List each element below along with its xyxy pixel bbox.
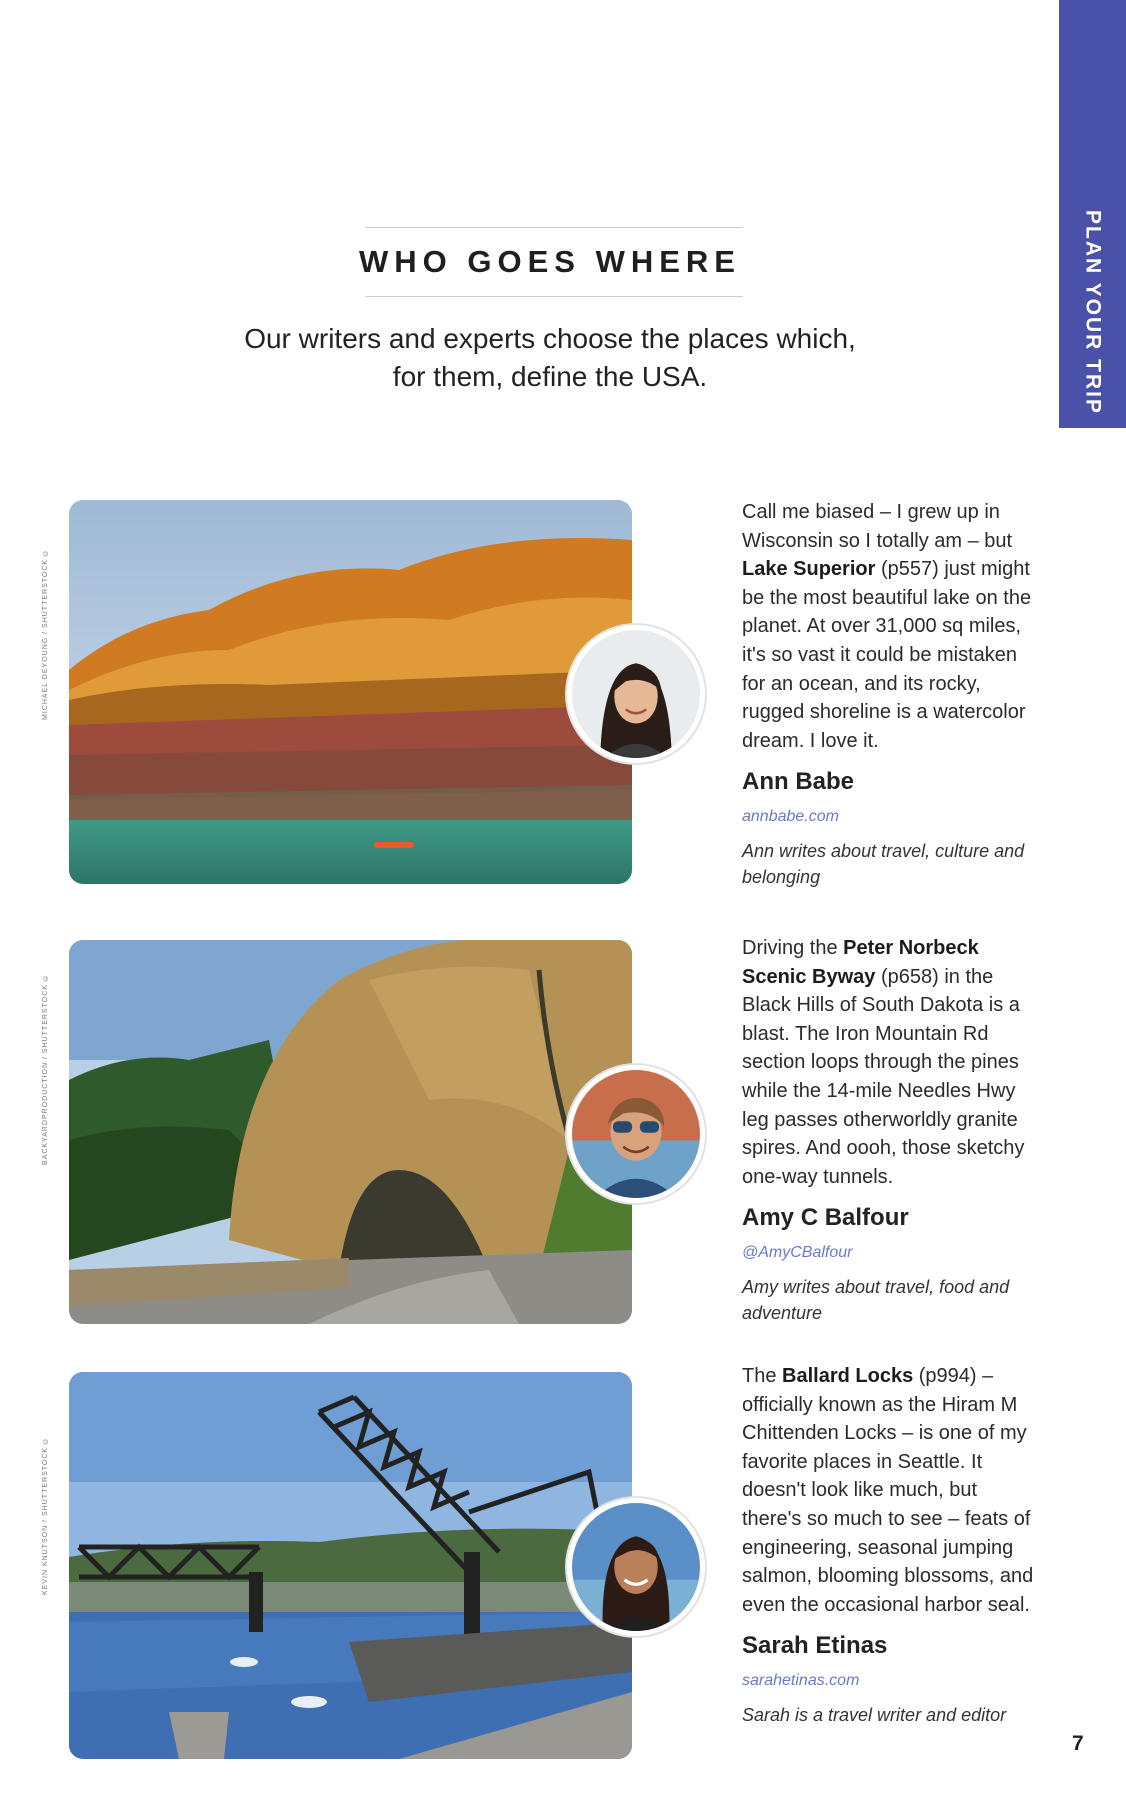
writer-link[interactable]: @AmyCBalfour	[742, 1244, 853, 1262]
subtitle-line-1: Our writers and experts choose the places which,	[244, 323, 856, 354]
photo-credit-2: BACKYARDPRODUCTION / SHUTTERSTOCK ©	[41, 973, 49, 1165]
side-tab-label: PLAN YOUR TRIP	[1081, 210, 1105, 415]
entry-sarah-etinas	[742, 1362, 1042, 1728]
writer-link[interactable]: sarahetinas.com	[742, 1672, 860, 1690]
entry-text: Driving the Peter Norbeck Scenic Byway (p658) in the Black Hills of South Dakota is a blast. The Iron Mountain Rd section loops through the pines while the 14-mile Needles Hwy leg passes otherworldly granite spires. And oooh, those sketchy one-way tunnels.	[742, 937, 1025, 1188]
subtitle-line-2: for them, define the USA.	[392, 361, 708, 392]
entry-text: The Ballard Locks (p994) – officially known as the Hiram M Chittenden Locks – is one of my favorite places in Seattle. It doesn't look like much, but there's so much to see – feats of engineering, seasonal jumping salmon, blooming blossoms, and even the occasional harbor seal.	[742, 1365, 1034, 1616]
amy-balfour-avatar	[567, 1065, 705, 1203]
side-tab	[1059, 0, 1126, 428]
ballard-locks-photo	[69, 1372, 632, 1759]
ann-babe-avatar	[567, 625, 705, 763]
page-subtitle	[190, 320, 910, 396]
title-rule-bottom	[365, 296, 743, 297]
place-name: Ballard Locks	[782, 1365, 914, 1387]
needles-highway-photo	[69, 940, 632, 1324]
writer-link[interactable]: annbabe.com	[742, 808, 839, 826]
entry-ann-babe	[742, 498, 1042, 890]
place-name: Lake Superior	[742, 558, 876, 581]
photo-credit-1: MICHAEL DEYOUNG / SHUTTERSTOCK ©	[41, 547, 49, 720]
entry-amy-balfour	[742, 934, 1042, 1326]
page-title: WHO GOES WHERE	[359, 244, 741, 279]
writer-bio: Sarah is a travel writer and editor	[742, 1705, 1007, 1726]
sarah-etinas-avatar	[567, 1498, 705, 1636]
writer-name: Ann Babe	[742, 768, 855, 796]
writer-bio: Ann writes about travel, culture and belonging	[742, 841, 1025, 888]
page-number: 7	[1072, 1732, 1084, 1755]
writer-bio: Amy writes about travel, food and adventure	[742, 1277, 1010, 1324]
writer-name: Sarah Etinas	[742, 1632, 888, 1660]
lake-superior-photo	[69, 500, 632, 884]
entry-text: Call me biased – I grew up in Wisconsin so I totally am – but Lake Superior (p557) just might be the most beautiful lake on the planet. At over 31,000 sq miles, it's so vast it could be mistaken for an ocean, and its rocky, rugged shoreline is a watercolor dream. I love it.	[742, 501, 1032, 752]
place-name: Peter Norbeck Scenic Byway	[742, 937, 979, 988]
photo-credit-3: KEVIN KNUTSON / SHUTTERSTOCK ©	[41, 1436, 49, 1595]
title-rule-top	[365, 227, 743, 228]
writer-name: Amy C Balfour	[742, 1204, 909, 1232]
